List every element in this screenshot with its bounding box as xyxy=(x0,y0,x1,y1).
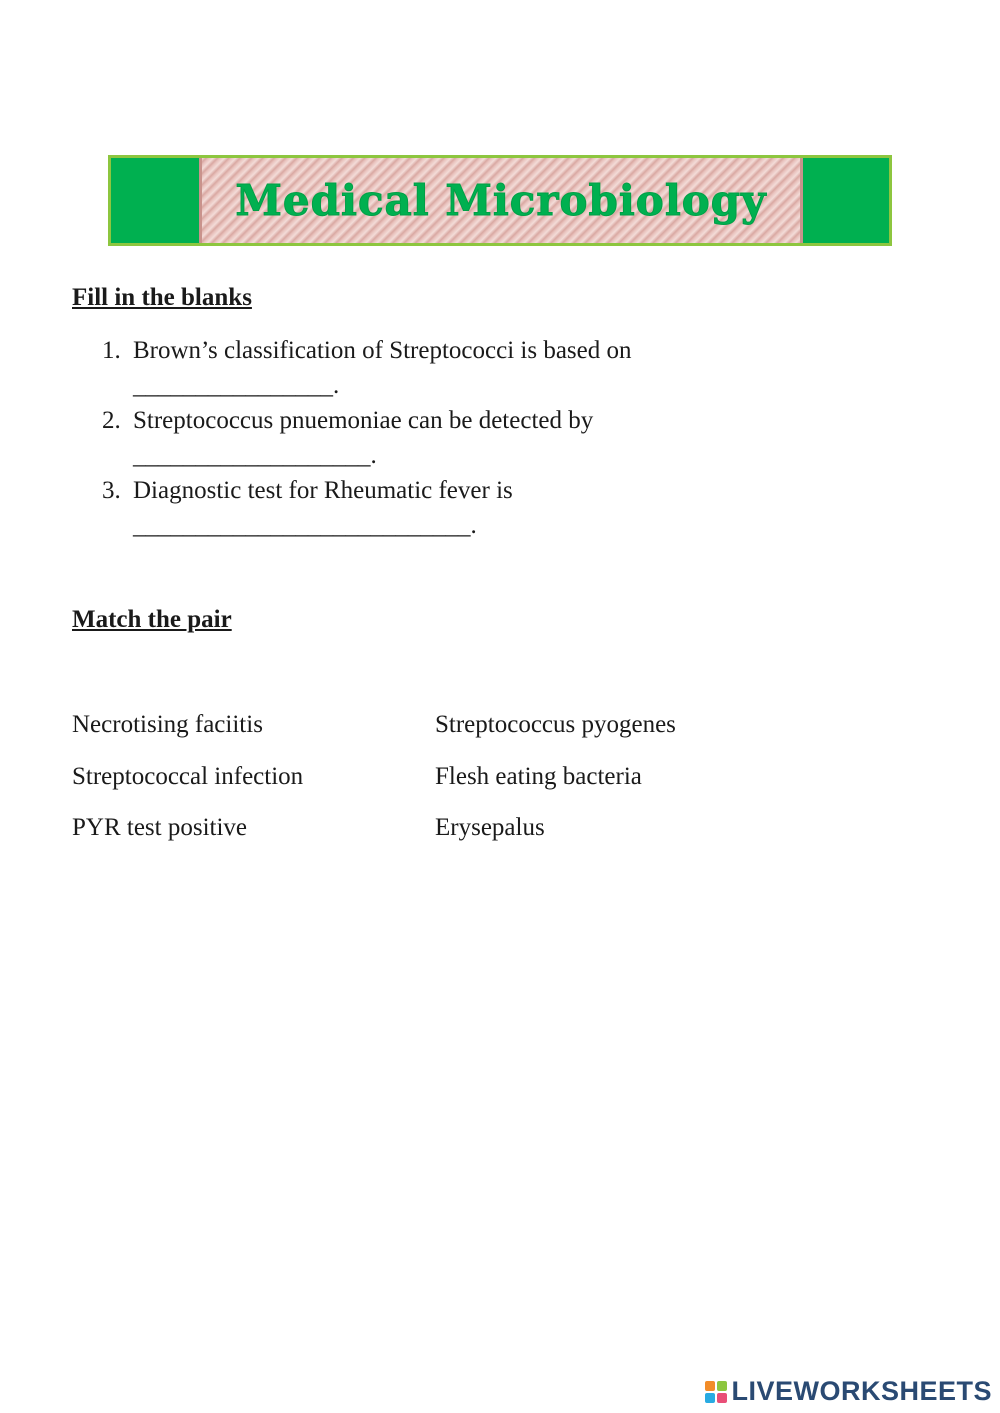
question-2-text: Streptococcus pnuemoniae can be detected by xyxy=(133,407,594,434)
match-right-1[interactable]: Streptococcus pyogenes xyxy=(435,711,676,738)
question-1-number: 1. xyxy=(102,337,121,364)
question-3-text: Diagnostic test for Rheumatic fever is xyxy=(133,477,513,504)
match-left-3[interactable]: PYR test positive xyxy=(72,814,248,841)
question-2-number: 2. xyxy=(102,407,121,434)
match-right-3[interactable]: Erysepalus xyxy=(435,814,545,841)
match-pair-heading: Match the pair xyxy=(72,606,232,633)
question-3 xyxy=(102,477,513,505)
question-1 xyxy=(102,337,632,365)
answer-blank-2[interactable]: ___________________. xyxy=(133,442,377,469)
liveworksheets-logo-icon xyxy=(705,1381,727,1403)
fill-blanks-heading: Fill in the blanks xyxy=(72,284,252,311)
footer-branding xyxy=(705,1376,992,1407)
answer-blank-3[interactable]: ___________________________. xyxy=(133,512,477,539)
footer-brand-text: LIVEWORKSHEETS xyxy=(731,1376,992,1406)
title-banner xyxy=(108,155,892,246)
answer-blank-1[interactable]: ________________. xyxy=(133,372,340,399)
title-banner-center xyxy=(199,158,803,243)
question-1-text: Brown’s classification of Streptococci is based on xyxy=(133,337,632,364)
question-2 xyxy=(102,407,593,435)
question-3-number: 3. xyxy=(102,477,121,504)
page-title: Medical Microbiology xyxy=(235,176,767,225)
match-left-1[interactable]: Necrotising faciitis xyxy=(72,711,263,738)
match-right-2[interactable]: Flesh eating bacteria xyxy=(435,763,642,790)
match-left-2[interactable]: Streptococcal infection xyxy=(72,763,304,790)
